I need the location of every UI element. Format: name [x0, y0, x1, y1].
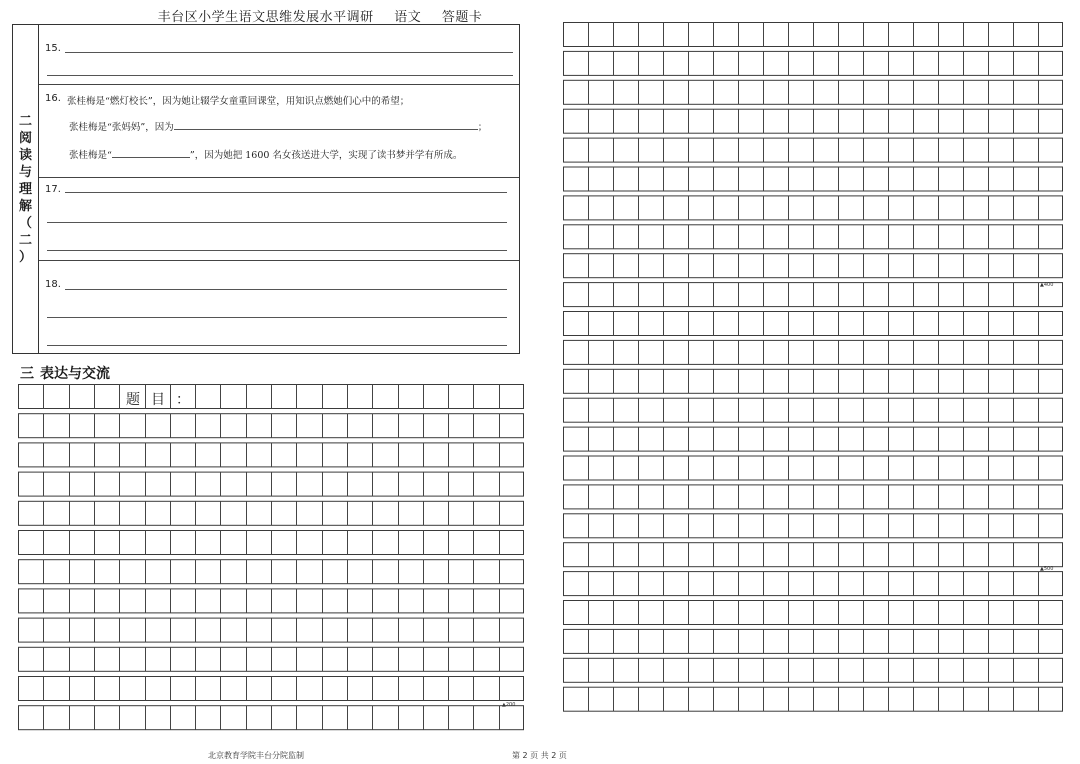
question-16-line-2-suffix: ； [477, 122, 488, 133]
grid-row[interactable] [564, 138, 1063, 162]
grid-row[interactable] [19, 531, 524, 555]
question-16-area [39, 85, 519, 178]
composition-grid-left[interactable] [18, 384, 526, 742]
grid-row[interactable] [564, 51, 1063, 75]
answer-line[interactable] [65, 52, 513, 53]
grid-row[interactable] [564, 514, 1063, 538]
answer-card-header [0, 6, 640, 25]
section2-label-char: 二 [18, 113, 32, 129]
grid-row[interactable] [564, 167, 1063, 191]
answer-line[interactable] [65, 289, 507, 290]
answer-line[interactable] [47, 250, 507, 251]
grid-row[interactable] [19, 647, 524, 671]
grid-row[interactable] [564, 572, 1063, 596]
grid-row[interactable] [19, 472, 524, 496]
section3-title: 表达与交流 [40, 366, 110, 382]
grid-row[interactable] [19, 706, 524, 730]
question-16-line-1: 张桂梅是“燃灯校长”，因为她让辍学女童重回课堂，用知识点燃她们心中的希望； [67, 96, 410, 107]
question-16-line-3 [69, 147, 462, 161]
grid-row[interactable] [19, 589, 524, 613]
grid-row[interactable] [19, 443, 524, 467]
composition-grid-right[interactable] [563, 22, 1065, 742]
fill-in-blank[interactable] [112, 147, 190, 158]
grid-row[interactable] [564, 629, 1063, 653]
grid-row[interactable] [19, 560, 524, 584]
section2-label-char: 解 [18, 198, 32, 214]
answer-line[interactable] [47, 317, 507, 318]
section2-label-char: 理 [18, 181, 32, 197]
section2-label-char: 二 [18, 232, 32, 248]
section3-number: 三 [20, 366, 34, 382]
section2-label-char: （ [18, 215, 32, 231]
grid-row[interactable] [564, 80, 1063, 104]
grid-row[interactable] [564, 456, 1063, 480]
section2-label-char: 读 [18, 147, 32, 163]
word-count-mark: ▲200 [502, 702, 516, 708]
question-18-area [39, 261, 519, 355]
grid-row[interactable] [564, 225, 1063, 249]
grid-row[interactable] [19, 677, 524, 701]
question-16-line-3-suffix: ”，因为她把 1600 名女孩送进大学，实现了读书梦并学有所成。 [189, 150, 463, 161]
answer-line[interactable] [47, 222, 507, 223]
question-17-area [39, 178, 519, 261]
header-title: 丰台区小学生语文思维发展水平调研 [157, 10, 374, 25]
grid-row[interactable] [564, 312, 1063, 336]
question-16-line-2-prefix: 张桂梅是“张妈妈”，因为 [69, 122, 174, 133]
fill-in-blank[interactable] [174, 119, 478, 130]
grid-row[interactable] [564, 283, 1063, 307]
grid-row[interactable] [564, 254, 1063, 278]
grid-row[interactable] [564, 340, 1063, 364]
grid-row[interactable] [564, 369, 1063, 393]
section2-label [13, 25, 39, 353]
grid-row[interactable] [564, 23, 1063, 47]
answer-line[interactable] [47, 75, 513, 76]
topic-char: 目 [151, 392, 165, 408]
grid-row[interactable] [564, 687, 1063, 711]
grid-row[interactable] [564, 427, 1063, 451]
question-17-number: 17. [45, 184, 61, 195]
grid-row[interactable] [19, 618, 524, 642]
section2-label-char: ） [18, 249, 32, 265]
reading-comprehension-section [12, 24, 520, 354]
grid-row[interactable] [19, 385, 524, 409]
topic-char: ： [176, 392, 190, 408]
question-15-number: 15. [45, 43, 61, 54]
section2-label-char: 阅 [18, 130, 32, 146]
answer-line[interactable] [47, 345, 507, 346]
grid-row[interactable] [564, 196, 1063, 220]
grid-row[interactable] [564, 398, 1063, 422]
grid-row[interactable] [19, 414, 524, 438]
section2-label-char: 与 [18, 164, 32, 180]
header-card-label: 答题卡 [441, 10, 483, 25]
answer-line[interactable] [65, 192, 507, 193]
word-count-mark: ▲400 [1040, 282, 1054, 288]
question-15-area [39, 25, 519, 85]
grid-row[interactable] [564, 485, 1063, 509]
grid-row[interactable] [564, 109, 1063, 133]
grid-row[interactable] [564, 601, 1063, 625]
question-16-line-2 [69, 119, 487, 133]
grid-row[interactable] [564, 543, 1063, 567]
grid-row[interactable] [19, 501, 524, 525]
word-count-mark: ▲500 [1040, 566, 1054, 572]
footer-publisher: 北京教育学院丰台分院监制 [208, 751, 304, 760]
topic-char: 题 [126, 392, 140, 408]
question-18-number: 18. [45, 279, 61, 290]
question-16-number: 16. [45, 93, 61, 104]
grid-row[interactable] [564, 658, 1063, 682]
section3-heading [20, 363, 116, 383]
footer-page-number: 第 2 页 共 2 页 [512, 751, 567, 760]
header-subject: 语文 [394, 10, 422, 25]
question-16-line-3-prefix: 张桂梅是“ [69, 150, 112, 161]
